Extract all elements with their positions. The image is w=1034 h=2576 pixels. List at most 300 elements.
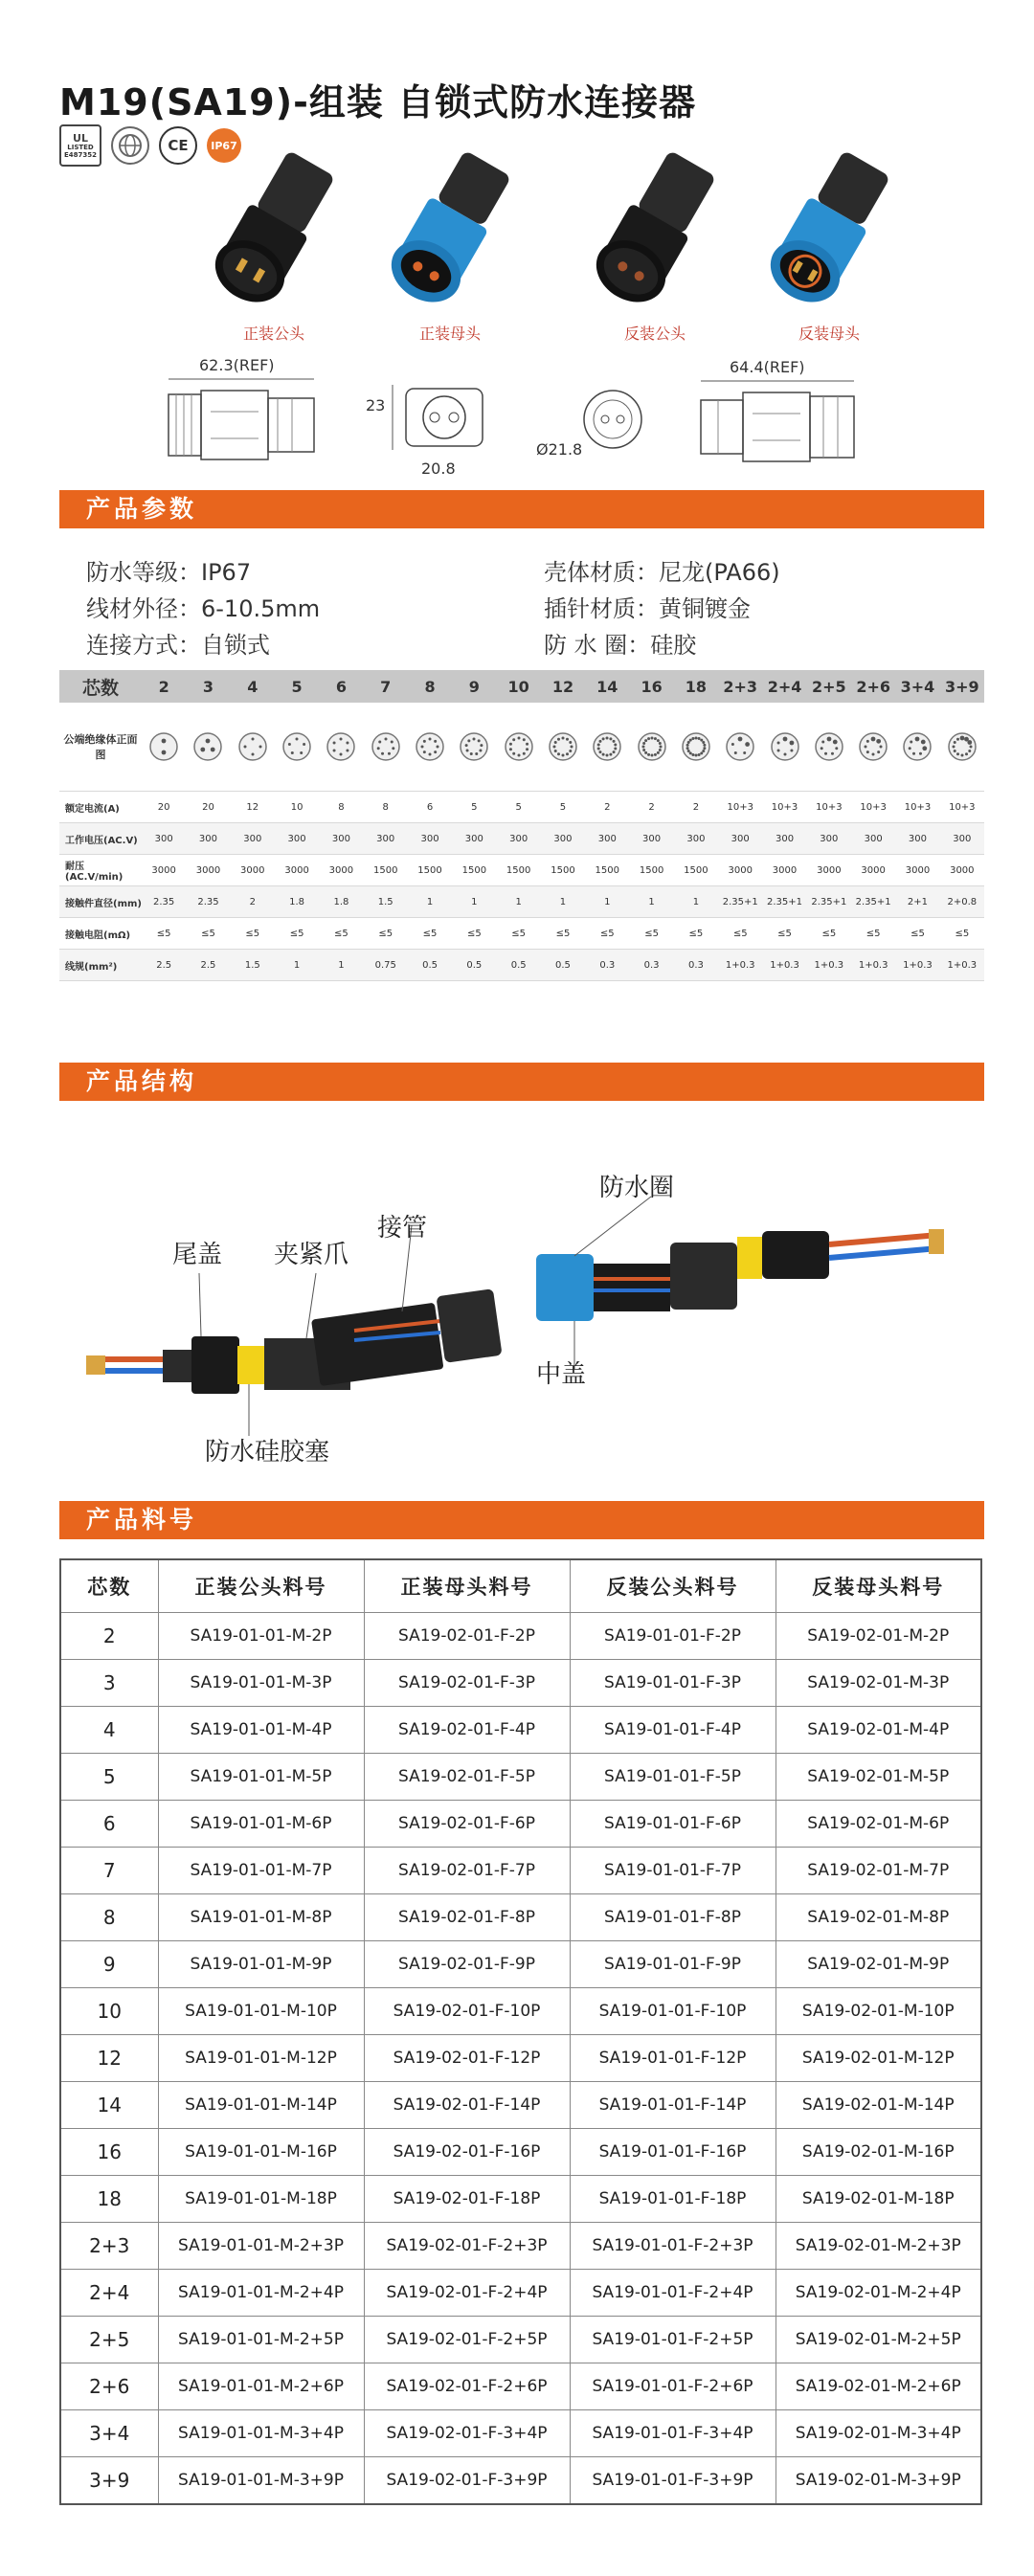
spec-cell: 1500 [541, 855, 585, 886]
part-number-cell: SA19-01-01-F-2+4P [570, 2270, 776, 2317]
spec-core-count: 7 [364, 670, 408, 703]
spec-cell: ≤5 [629, 918, 673, 950]
param-row-1-right: 壳体材质：尼龙(PA66) [544, 559, 780, 586]
side-view-drawing-left [153, 373, 326, 469]
part-core-count: 2+6 [60, 2363, 158, 2410]
spec-cell: ≤5 [408, 918, 452, 950]
part-core-count: 3+4 [60, 2410, 158, 2457]
part-number-cell: SA19-02-01-M-2+3P [776, 2223, 981, 2270]
spec-core-count: 18 [674, 670, 718, 703]
pin-face-cell [674, 703, 718, 792]
spec-cell: 2+0.8 [940, 886, 984, 918]
param-row-1-left: 防水等级：IP67 [86, 559, 252, 586]
part-number-cell: SA19-02-01-F-10P [364, 1988, 570, 2035]
spec-cell: 300 [541, 823, 585, 855]
part-core-count: 12 [60, 2035, 158, 2082]
part-number-cell: SA19-01-01-M-7P [158, 1848, 364, 1894]
ce-cert-icon: CE [159, 126, 197, 165]
part-table-row [60, 2317, 981, 2363]
ul-cert-icon: UL LISTED E487352 [59, 124, 101, 167]
spec-cell: ≤5 [497, 918, 541, 950]
part-number-cell: SA19-01-01-M-2+5P [158, 2317, 364, 2363]
part-table-header: 反装母头料号 [776, 1559, 981, 1613]
spec-cell: 1.5 [364, 886, 408, 918]
spec-cell: 5 [452, 792, 496, 823]
spec-cell: 10+3 [940, 792, 984, 823]
spec-cell: 1 [275, 950, 319, 981]
label-silicone-plug: 防水硅胶塞 [205, 1438, 330, 1467]
pin-face-cell [231, 703, 275, 792]
spec-cell: 1+0.3 [762, 950, 806, 981]
product-label-4: 反装母头 [798, 325, 860, 343]
label-clamp: 夹紧爪 [274, 1241, 349, 1269]
spec-cell: ≤5 [718, 918, 762, 950]
spec-cell: ≤5 [541, 918, 585, 950]
part-table-row [60, 2457, 981, 2505]
part-number-cell: SA19-02-01-M-3+4P [776, 2410, 981, 2457]
part-number-cell: SA19-02-01-F-4P [364, 1707, 570, 1754]
part-core-count: 6 [60, 1801, 158, 1848]
part-core-count: 10 [60, 1988, 158, 2035]
param-row-3-left: 连接方式：自锁式 [86, 632, 270, 659]
part-core-count: 14 [60, 2082, 158, 2129]
spec-cell: 0.5 [408, 950, 452, 981]
spec-row [59, 855, 984, 886]
spec-cell: ≤5 [940, 918, 984, 950]
part-core-count: 2+3 [60, 2223, 158, 2270]
dim-left-length: 62.3(REF) [199, 356, 275, 374]
part-table-row [60, 1707, 981, 1754]
part-number-cell: SA19-01-01-M-14P [158, 2082, 364, 2129]
spec-cell: 2.5 [186, 950, 230, 981]
spec-cell: 1 [585, 886, 629, 918]
part-core-count: 4 [60, 1707, 158, 1754]
spec-cell: 300 [319, 823, 363, 855]
pin-face-cell [895, 703, 939, 792]
spec-cell: 2 [629, 792, 673, 823]
part-number-cell: SA19-02-01-F-2+3P [364, 2223, 570, 2270]
spec-cell: 1500 [452, 855, 496, 886]
part-number-cell: SA19-02-01-F-8P [364, 1894, 570, 1941]
part-core-count: 16 [60, 2129, 158, 2176]
spec-cell: ≤5 [807, 918, 851, 950]
part-number-cell: SA19-01-01-M-2+3P [158, 2223, 364, 2270]
spec-cell: 2 [585, 792, 629, 823]
spec-cell: 0.3 [629, 950, 673, 981]
part-number-cell: SA19-01-01-M-2+6P [158, 2363, 364, 2410]
spec-core-count: 3 [186, 670, 230, 703]
spec-cell: 3000 [275, 855, 319, 886]
part-number-cell: SA19-01-01-F-7P [570, 1848, 776, 1894]
part-number-cell: SA19-01-01-F-16P [570, 2129, 776, 2176]
spec-core-count: 8 [408, 670, 452, 703]
pin-layout-icon [814, 731, 844, 762]
part-number-cell: SA19-01-01-F-18P [570, 2176, 776, 2223]
spec-cell: 10+3 [895, 792, 939, 823]
spec-cell: 0.3 [674, 950, 718, 981]
spec-row-label: 额定电流(A) [59, 792, 142, 823]
part-number-cell: SA19-02-01-F-3+9P [364, 2457, 570, 2505]
spec-cell: 3000 [718, 855, 762, 886]
spec-cell: ≤5 [851, 918, 895, 950]
part-number-cell: SA19-01-01-M-5P [158, 1754, 364, 1801]
part-table-header: 正装公头料号 [158, 1559, 364, 1613]
spec-cell: 20 [186, 792, 230, 823]
globe-cert-icon [111, 126, 149, 165]
spec-core-count: 2+6 [851, 670, 895, 703]
spec-cell: 3000 [142, 855, 186, 886]
front-view-drawing [387, 379, 492, 456]
spec-core-count: 12 [541, 670, 585, 703]
part-number-cell: SA19-02-01-M-12P [776, 2035, 981, 2082]
part-core-count: 3 [60, 1660, 158, 1707]
part-core-count: 2+4 [60, 2270, 158, 2317]
part-number-cell: SA19-02-01-M-3P [776, 1660, 981, 1707]
spec-core-count: 2+3 [718, 670, 762, 703]
part-table-row [60, 2129, 981, 2176]
part-number-cell: SA19-02-01-F-16P [364, 2129, 570, 2176]
section-header-params: 产品参数 [59, 490, 984, 528]
part-number-cell: SA19-01-01-M-2+4P [158, 2270, 364, 2317]
pin-face-cell [142, 703, 186, 792]
pin-face-cell [541, 703, 585, 792]
part-table-row [60, 2410, 981, 2457]
spec-cell: 2+1 [895, 886, 939, 918]
part-number-table [59, 1558, 982, 2505]
pin-layout-icon [237, 731, 268, 762]
pin-layout-icon [192, 731, 223, 762]
part-number-cell: SA19-02-01-F-12P [364, 2035, 570, 2082]
pin-face-cell [585, 703, 629, 792]
spec-row-label: 接触电阻(mΩ) [59, 918, 142, 950]
pin-layout-icon [548, 731, 578, 762]
spec-cell: 1500 [674, 855, 718, 886]
spec-cell: 5 [497, 792, 541, 823]
label-middle-cap: 中盖 [536, 1360, 587, 1389]
part-number-cell: SA19-02-01-F-7P [364, 1848, 570, 1894]
product-label-1: 正装公头 [242, 325, 304, 343]
spec-cell: ≤5 [762, 918, 806, 950]
spec-cell: 300 [940, 823, 984, 855]
part-table-row [60, 2035, 981, 2082]
spec-cell: 2 [231, 886, 275, 918]
spec-cell: 0.75 [364, 950, 408, 981]
pin-face-cell [319, 703, 363, 792]
spec-row-label: 工作电压(AC.V) [59, 823, 142, 855]
pin-face-cell [851, 703, 895, 792]
part-number-cell: SA19-01-01-F-3P [570, 1660, 776, 1707]
spec-cell: 1 [541, 886, 585, 918]
spec-cell: 0.5 [452, 950, 496, 981]
part-number-cell: SA19-02-01-F-14P [364, 2082, 570, 2129]
spec-cell: 8 [364, 792, 408, 823]
part-table-row [60, 1660, 981, 1707]
spec-cell: ≤5 [452, 918, 496, 950]
part-table-header-row [60, 1559, 981, 1613]
part-number-cell: SA19-02-01-M-3+9P [776, 2457, 981, 2505]
dim-height: 23 [366, 396, 386, 414]
pin-layout-icon [770, 731, 800, 762]
product-image-2 [364, 144, 536, 316]
pin-face-cell [408, 703, 452, 792]
spec-cell: 2.35+1 [851, 886, 895, 918]
spec-face-row [59, 703, 984, 792]
product-image-1 [188, 144, 360, 316]
spec-cell: 1500 [408, 855, 452, 886]
part-core-count: 5 [60, 1754, 158, 1801]
label-pipe: 接管 [377, 1214, 428, 1243]
spec-header-row [59, 670, 984, 703]
part-number-cell: SA19-01-01-M-12P [158, 2035, 364, 2082]
part-number-cell: SA19-01-01-M-16P [158, 2129, 364, 2176]
ip67-badge: IP67 [207, 128, 241, 163]
param-row-3-right: 防 水 圈：硅胶 [544, 632, 697, 659]
spec-cell: 300 [674, 823, 718, 855]
pin-face-cell [186, 703, 230, 792]
spec-cell: 2.35 [142, 886, 186, 918]
spec-header-label: 芯数 [59, 670, 142, 703]
spec-cell: 2.35+1 [718, 886, 762, 918]
part-core-count: 8 [60, 1894, 158, 1941]
spec-cell: 1 [408, 886, 452, 918]
spec-cell: 10+3 [762, 792, 806, 823]
spec-cell: 3000 [807, 855, 851, 886]
spec-cell: 2.35+1 [807, 886, 851, 918]
pin-face-cell [364, 703, 408, 792]
part-number-cell: SA19-02-01-M-2+5P [776, 2317, 981, 2363]
spec-cell: 3000 [762, 855, 806, 886]
part-number-cell: SA19-02-01-M-18P [776, 2176, 981, 2223]
part-number-cell: SA19-02-01-F-3P [364, 1660, 570, 1707]
spec-cell: 300 [807, 823, 851, 855]
spec-cell: 1 [319, 950, 363, 981]
spec-cell: 2 [674, 792, 718, 823]
dim-diameter: Ø21.8 [536, 440, 583, 459]
part-number-cell: SA19-01-01-F-10P [570, 1988, 776, 2035]
spec-core-count: 4 [231, 670, 275, 703]
spec-cell: 2.35 [186, 886, 230, 918]
part-number-cell: SA19-02-01-F-18P [364, 2176, 570, 2223]
part-number-cell: SA19-02-01-M-2+4P [776, 2270, 981, 2317]
spec-cell: ≤5 [142, 918, 186, 950]
spec-core-count: 9 [452, 670, 496, 703]
pin-face-cell [275, 703, 319, 792]
part-core-count: 2 [60, 1613, 158, 1660]
spec-core-count: 5 [275, 670, 319, 703]
spec-cell: 6 [408, 792, 452, 823]
spec-core-count: 14 [585, 670, 629, 703]
part-number-cell: SA19-02-01-F-3+4P [364, 2410, 570, 2457]
part-number-cell: SA19-01-01-F-2+6P [570, 2363, 776, 2410]
part-table-header: 芯数 [60, 1559, 158, 1613]
spec-cell: 0.3 [585, 950, 629, 981]
part-number-cell: SA19-02-01-F-2+5P [364, 2317, 570, 2363]
spec-core-count: 10 [497, 670, 541, 703]
spec-core-count: 3+9 [940, 670, 984, 703]
spec-cell: 3000 [851, 855, 895, 886]
param-row-2-left: 线材外径：6-10.5mm [86, 595, 321, 622]
spec-cell: 300 [585, 823, 629, 855]
spec-row [59, 886, 984, 918]
pin-layout-icon [281, 731, 312, 762]
spec-cell: ≤5 [275, 918, 319, 950]
part-number-cell: SA19-01-01-F-14P [570, 2082, 776, 2129]
structure-diagram [77, 1168, 977, 1455]
part-number-cell: SA19-02-01-M-2P [776, 1613, 981, 1660]
spec-cell: 1500 [585, 855, 629, 886]
pin-face-cell [452, 703, 496, 792]
spec-core-count: 16 [629, 670, 673, 703]
part-number-cell: SA19-01-01-F-9P [570, 1941, 776, 1988]
spec-cell: ≤5 [364, 918, 408, 950]
spec-cell: 10+3 [807, 792, 851, 823]
part-table-row [60, 2176, 981, 2223]
pin-layout-icon [415, 731, 445, 762]
section-header-structure: 产品结构 [59, 1063, 984, 1101]
part-number-cell: SA19-02-01-M-6P [776, 1801, 981, 1848]
part-number-cell: SA19-01-01-M-18P [158, 2176, 364, 2223]
spec-cell: 300 [851, 823, 895, 855]
part-number-cell: SA19-01-01-F-8P [570, 1894, 776, 1941]
part-table-row [60, 1801, 981, 1848]
product-label-3: 反装公头 [623, 325, 686, 343]
part-number-cell: SA19-02-01-M-8P [776, 1894, 981, 1941]
spec-core-count: 3+4 [895, 670, 939, 703]
part-core-count: 7 [60, 1848, 158, 1894]
pin-face-cell [718, 703, 762, 792]
part-number-cell: SA19-01-01-M-3+4P [158, 2410, 364, 2457]
spec-cell: 300 [186, 823, 230, 855]
spec-cell: 1.8 [319, 886, 363, 918]
part-number-cell: SA19-01-01-F-4P [570, 1707, 776, 1754]
part-number-cell: SA19-01-01-M-4P [158, 1707, 364, 1754]
part-number-cell: SA19-02-01-M-7P [776, 1848, 981, 1894]
spec-cell: 300 [275, 823, 319, 855]
spec-cell: 300 [142, 823, 186, 855]
product-image-3 [569, 144, 741, 316]
part-number-cell: SA19-01-01-F-6P [570, 1801, 776, 1848]
page-title: M19(SA19)-组装 自锁式防水连接器 [59, 81, 697, 123]
spec-cell: 1 [629, 886, 673, 918]
pin-layout-icon [148, 731, 179, 762]
spec-cell: 10+3 [851, 792, 895, 823]
spec-cell: 12 [231, 792, 275, 823]
part-number-cell: SA19-02-01-F-2P [364, 1613, 570, 1660]
spec-cell: 1.5 [231, 950, 275, 981]
spec-cell: 1.8 [275, 886, 319, 918]
spec-cell: ≤5 [674, 918, 718, 950]
part-number-cell: SA19-02-01-M-14P [776, 2082, 981, 2129]
part-number-cell: SA19-01-01-M-10P [158, 1988, 364, 2035]
spec-core-count: 2 [142, 670, 186, 703]
spec-cell: 300 [629, 823, 673, 855]
part-table-header: 正装母头料号 [364, 1559, 570, 1613]
spec-cell: 0.5 [497, 950, 541, 981]
spec-cell: 3000 [895, 855, 939, 886]
product-label-2: 正装母头 [418, 325, 481, 343]
pin-layout-icon [592, 731, 622, 762]
part-table-row [60, 1941, 981, 1988]
spec-core-count: 2+4 [762, 670, 806, 703]
section-header-part-numbers: 产品料号 [59, 1501, 984, 1539]
pin-layout-icon [725, 731, 755, 762]
spec-core-count: 6 [319, 670, 363, 703]
spec-cell: 1500 [364, 855, 408, 886]
spec-cell: 1 [674, 886, 718, 918]
spec-cell: 300 [452, 823, 496, 855]
spec-row-label: 线规(mm²) [59, 950, 142, 981]
spec-cell: 1500 [629, 855, 673, 886]
part-table-row [60, 2223, 981, 2270]
part-number-cell: SA19-01-01-F-2P [570, 1613, 776, 1660]
spec-cell: 5 [541, 792, 585, 823]
spec-cell: 300 [408, 823, 452, 855]
spec-cell: ≤5 [186, 918, 230, 950]
spec-cell: 1+0.3 [807, 950, 851, 981]
part-number-cell: SA19-02-01-M-2+6P [776, 2363, 981, 2410]
part-number-cell: SA19-01-01-F-2+3P [570, 2223, 776, 2270]
spec-cell: 300 [364, 823, 408, 855]
spec-cell: ≤5 [585, 918, 629, 950]
spec-cell: ≤5 [231, 918, 275, 950]
spec-cell: 1+0.3 [718, 950, 762, 981]
side-view-drawing-right [689, 375, 862, 471]
part-number-cell: SA19-02-01-M-5P [776, 1754, 981, 1801]
spec-cell: 300 [231, 823, 275, 855]
spec-cell: 3000 [186, 855, 230, 886]
spec-cell: 1+0.3 [851, 950, 895, 981]
param-row-2-right: 插针材质：黄铜镀金 [544, 595, 751, 622]
pin-layout-icon [371, 731, 401, 762]
dim-right-length: 64.4(REF) [730, 358, 805, 376]
part-table-row [60, 2270, 981, 2317]
spec-cell: 3000 [319, 855, 363, 886]
spec-cell: 1500 [497, 855, 541, 886]
pin-layout-icon [637, 731, 667, 762]
spec-cell: 1 [497, 886, 541, 918]
part-number-cell: SA19-02-01-F-2+6P [364, 2363, 570, 2410]
pin-face-cell [629, 703, 673, 792]
spec-cell: ≤5 [895, 918, 939, 950]
spec-cell: 300 [895, 823, 939, 855]
part-number-cell: SA19-01-01-F-12P [570, 2035, 776, 2082]
spec-cell: 8 [319, 792, 363, 823]
part-number-cell: SA19-02-01-F-9P [364, 1941, 570, 1988]
pin-face-cell [497, 703, 541, 792]
part-number-cell: SA19-01-01-F-3+4P [570, 2410, 776, 2457]
part-number-cell: SA19-02-01-F-6P [364, 1801, 570, 1848]
spec-core-count: 2+5 [807, 670, 851, 703]
pin-layout-icon [902, 731, 933, 762]
spec-cell: 2.5 [142, 950, 186, 981]
spec-face-label: 公端绝缘体正面图 [59, 703, 142, 792]
spec-table [59, 670, 984, 981]
product-image-4 [743, 144, 915, 316]
spec-cell: 1 [452, 886, 496, 918]
spec-cell: 3000 [940, 855, 984, 886]
part-table-row [60, 1754, 981, 1801]
part-number-cell: SA19-01-01-F-5P [570, 1754, 776, 1801]
part-table-row [60, 1988, 981, 2035]
part-table-header: 反装公头料号 [570, 1559, 776, 1613]
part-number-cell: SA19-01-01-M-3P [158, 1660, 364, 1707]
spec-cell: 20 [142, 792, 186, 823]
pin-layout-icon [947, 731, 978, 762]
part-table-row [60, 1848, 981, 1894]
spec-row-label: 接触件直径(mm) [59, 886, 142, 918]
spec-row [59, 823, 984, 855]
spec-cell: 300 [497, 823, 541, 855]
